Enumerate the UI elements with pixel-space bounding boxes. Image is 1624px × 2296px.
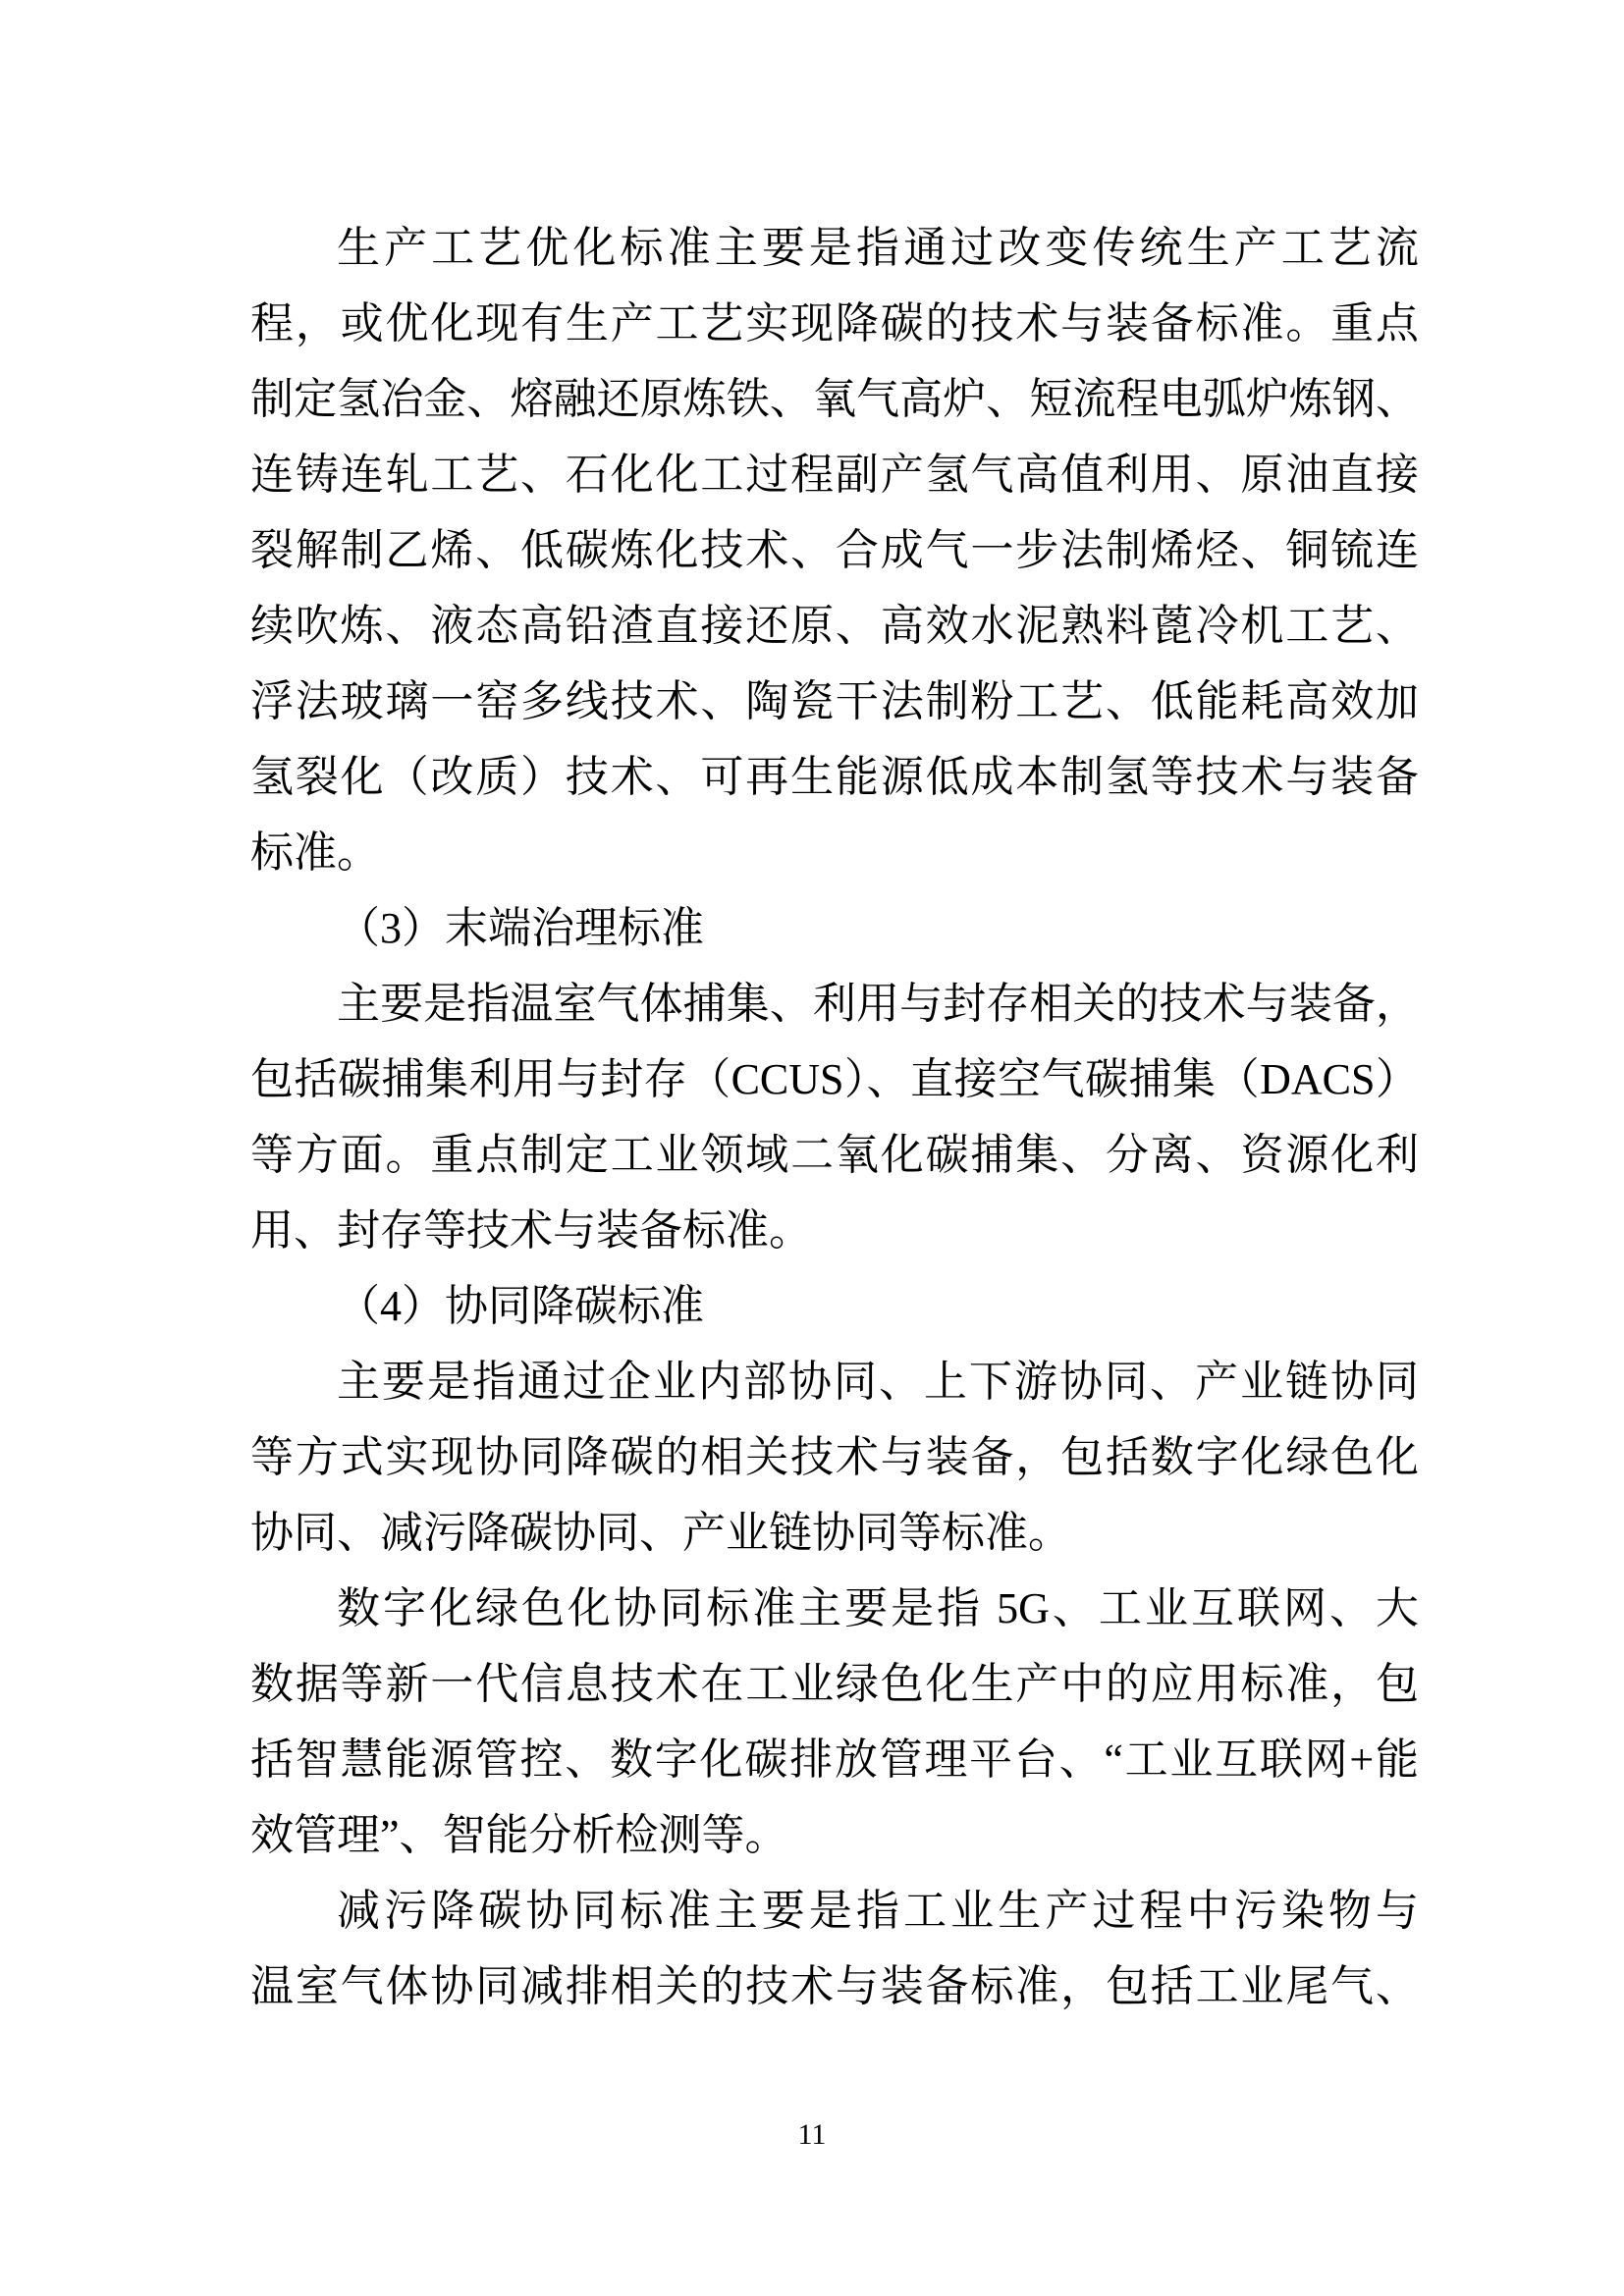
text-line: 温室气体协同减排相关的技术与装备标准，包括工业尾气、: [250, 1962, 1419, 2010]
text-line: 包括碳捕集利用与封存（CCUS）、直接空气碳捕集（DACS）: [250, 1055, 1419, 1103]
text-line: 等方面。重点制定工业领域二氧化碳捕集、分离、资源化利: [250, 1131, 1419, 1179]
text-line: 效管理”、智能分析检测等。: [250, 1811, 788, 1859]
text-line: 裂解制乙烯、低碳炼化技术、合成气一步法制烯烃、铜锍连: [250, 526, 1419, 574]
text-line: 等方式实现协同降碳的相关技术与装备，包括数字化绿色化: [250, 1433, 1419, 1481]
text-line: 主要是指通过企业内部协同、上下游协同、产业链协同: [337, 1358, 1419, 1406]
text-line: 数据等新一代信息技术在工业绿色化生产中的应用标准，包: [250, 1660, 1419, 1708]
section-heading: （3）末端治理标准: [337, 904, 704, 952]
text-line: 主要是指温室气体捕集、利用与封存相关的技术与装备，: [337, 980, 1419, 1028]
text-line: 减污降碳协同标准主要是指工业生产过程中污染物与: [337, 1887, 1419, 1935]
text-line: 氢裂化（改质）技术、可再生能源低成本制氢等技术与装备: [250, 753, 1419, 801]
text-line: 生产工艺优化标准主要是指通过改变传统生产工艺流: [337, 224, 1419, 272]
text-line: 用、封存等技术与装备标准。: [250, 1206, 812, 1255]
text-line: 续吹炼、液态高铅渣直接还原、高效水泥熟料蓖冷机工艺、: [250, 602, 1419, 650]
text-line: 连铸连轧工艺、石化化工过程副产氢气高值利用、原油直接: [250, 451, 1419, 499]
text-line: 制定氢冶金、熔融还原炼铁、氧气高炉、短流程电弧炉炼钢、: [250, 375, 1419, 423]
page-number: 11: [797, 2118, 827, 2151]
text-line: 标准。: [250, 828, 380, 877]
body-text: [250, 210, 1419, 2024]
text-line: 括智慧能源管控、数字化碳排放管理平台、“工业互联网+能: [250, 1735, 1419, 1784]
text-line: 程，或优化现有生产工艺实现降碳的技术与装备标准。重点: [250, 299, 1419, 347]
page-footer: [0, 2116, 1624, 2154]
text-line: 数字化绿色化协同标准主要是指 5G、工业互联网、大: [337, 1584, 1419, 1632]
section-heading: （4）协同降碳标准: [337, 1282, 704, 1330]
text-line: 协同、减污降碳协同、产业链协同等标准。: [250, 1509, 1071, 1557]
text-line: 浮法玻璃一窑多线技术、陶瓷干法制粉工艺、低能耗高效加: [250, 677, 1419, 725]
